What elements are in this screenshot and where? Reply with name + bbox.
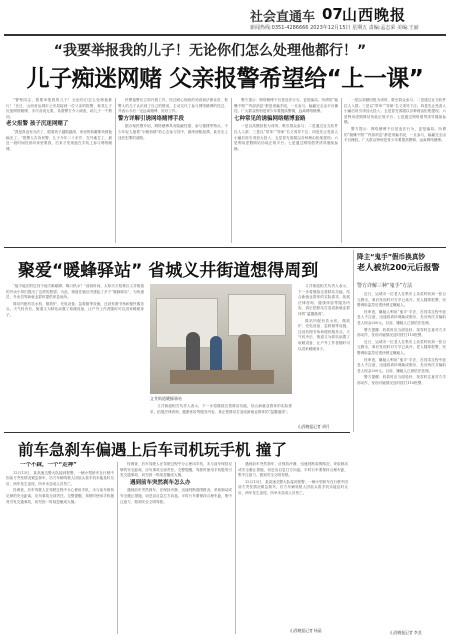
section-rule: [4, 247, 446, 248]
column-divider: [231, 98, 232, 243]
story1-headline: 儿子痴迷网赌 父亲报警希望给“上一课”: [26, 66, 424, 92]
story1-subhead-3: 七种常见的诱骗网络赌博套路: [234, 115, 306, 122]
story4-subhead-2: 遇到前车突然刹车怎么办: [130, 479, 191, 486]
photo-person: [210, 336, 222, 372]
story2-byline: 山西晚报记者 胡月: [298, 424, 330, 429]
paragraph: 民警接警后立即开展工作，经过耐心细致的劝说和法律宣讲，报警人的儿子认识到了自己的错误，主动交代了参与网络赌博的经过，并表示今后一定远离赌博、好好工作。: [118, 98, 228, 114]
paragraph: 驿站内配有饮水机、微波炉、充电设备、急救箱等设施，还设有图书角和便民服务点。天气转冷后，街道又为驿站添置了取暖设备，让户外工作者随时可以进来暖暖身子。: [298, 318, 350, 351]
masthead-rule: [4, 34, 446, 36]
paragraph: 经审查，嫌疑人利用“鬼手”手法，在找零过程中趁老人不注意，迅速将真钞调换成假币，先后两次共骗取老人现金200元。目前，嫌疑人已被依法处理。: [357, 357, 446, 373]
page-number: 07: [322, 5, 343, 23]
paragraph: 12月13日，某高速交警大队接到报警，一辆小型轿车在行驶中因前方突发情况紧急刹车，后方车辆驾驶人因低头看手机未能及时反应，两车发生追尾，所幸未造成人员伤亡。: [238, 479, 348, 495]
paragraph: 警方提示：网络赌博不仅是违法行为，更是骗局。所谓的“稳赚不赔”“内部消息”都是诱骗手段，一旦参与，输赢完全由平台操控。广大群众特别是青少年要提高警惕，远离网络赌博。: [234, 98, 338, 114]
section-rule: [4, 432, 350, 433]
story4-subhead-1: 一个不踩，一个“走神”: [20, 462, 77, 468]
story2-headline: 聚爱“暖蜂驿站” 省城义井街道想得周到: [18, 261, 319, 281]
story1-column-1: [6, 98, 112, 243]
paragraph: “警察同志，我要举报我的儿子！无论你们怎么处理他都行！”近日，山西省运城市公安局接到一位父亲的报警，称其儿子沉迷网络赌博，多次劝说无果，希望警方介入调查，给儿子一个教训。: [6, 98, 112, 119]
section-title: 社会直通车: [250, 10, 316, 25]
story4-column-1: [6, 462, 114, 634]
paragraph: 驿站内配有饮水机、微波炉、充电设备、急救箱等设施，还设有图书角和便民服务点。天气转冷后，街道又为驿站添置了取暖设备，让户外工作者随时可以进来暖暖身子。: [6, 301, 144, 317]
column-divider: [117, 462, 118, 634]
story3-byline: 山西晚报记者 李龙: [390, 630, 422, 635]
paragraph: 义井街道相关负责人表示，下一步将继续完善驿站功能，结合新就业群体的实际需求，拓展法律咨询、健康体检等服务内容，真正把驿站打造成新就业群体的“温馨港湾”。: [150, 404, 292, 414]
paragraph: “我是真没有办法了，眼看孩子越陷越深，家里的积蓄都快被他输光了。”报警人告诉民警，儿子今年二十多岁，在外地打工，最近一段时间经常向家里要钱，后来才发现他在手机上参与网络赌博。: [6, 129, 112, 151]
story1-subtitle: “我要举报我的儿子！无论你们怎么处理他都行！”: [53, 43, 367, 59]
photo-shelf: [228, 294, 286, 336]
story4-column-3: [238, 462, 348, 626]
story2-column-2: [150, 404, 292, 430]
photo-person: [186, 332, 200, 372]
masthead-meta: 新闻热线:0351-4286666 2023年12月15日 星期五 责编:孟志荣 美编:王丽: [250, 25, 419, 31]
story3-column: [357, 292, 446, 632]
paragraph: 警方提示：网络赌博不仅是违法行为，更是骗局。所谓的“稳赚不赔”“内部消息”都是诱骗手段，一旦参与，输赢完全由平台操控。广大群众特别是青少年要提高警惕，远离网络赌博。: [344, 126, 446, 143]
paragraph: 警方提醒：收款时应当面验钞，找零时注意对方手部动作，发现可疑情况及时拨打110报警。: [357, 327, 446, 338]
paragraph: 近日，运城市一位老人在集市上卖菜时收到一张百元假币，事后发现时对方早已离开。老人随即报警，民警调取监控后很快锁定嫌疑人。: [357, 292, 446, 308]
paragraph: 遇到前车突然刹车，应保持冷静，迅速判断周围路况，采取制动或安全避让措施，切忌盲目急打方向盘。平时行车要保持合理车距，集中注意力，做到安全文明驾驶。: [120, 488, 232, 504]
story1-subhead-2: 警方详解引诱网络赌博手段: [118, 115, 185, 122]
story2-photo: [150, 284, 292, 394]
story1-column-2: [118, 98, 228, 243]
story4-byline: 山西晚报记者 杨晶: [290, 628, 322, 633]
photo-person: [238, 334, 251, 372]
newspaper-logo: 山西晚报: [342, 6, 407, 24]
paragraph: 义井街道相关负责人表示，下一步将继续完善驿站功能，结合新就业群体的实际需求，拓展法律咨询、健康体检等服务内容，真正把驿站打造成新就业群体的“温馨港湾”。: [298, 284, 350, 316]
story4-headline: 前车急刹车偏遇上后车司机玩手机 撞了: [18, 441, 287, 459]
paragraph: 近日，运城市一位老人在集市上卖菜时收到一张百元假币，事后发现时对方早已离开。老人随即报警，民警调取监控后很快锁定嫌疑人。: [357, 339, 446, 355]
column-divider: [115, 98, 116, 243]
masthead: [250, 4, 446, 34]
story3-headline: 老人被坑200元后报警: [357, 262, 440, 272]
story1-subhead-1: 老父报警 孩子沉迷网赌了: [6, 121, 69, 128]
story3-kicker: 降主“鬼手”假币换真钞: [357, 253, 426, 261]
story3-subtitle: 警方详解三种“鬼手”方法: [357, 283, 413, 289]
paragraph: 12月13日，某高速交警大队接到报警，一辆小型轿车在行驶中因前方突发情况紧急刹车，后方车辆驾驶人因低头看手机未能及时反应，两车发生追尾，所幸未造成人员伤亡。: [6, 470, 114, 486]
paragraph: 经调查，后车驾驶人在驾驶过程中分心使用手机，未与前车保持足够的安全距离，应负事故全部责任。交警提醒，驾驶时使用手机极易引发交通事故，切勿因一时疏忽酿成大祸。: [6, 488, 114, 504]
paragraph: 据办案民警介绍，网络赌博具有隐蔽性强、参与便捷等特点，不少年轻人抱着“小赌怡情”的心态参与其中，最终深陷泥潭，甚至走上违法犯罪的道路。: [118, 124, 228, 140]
story4-column-2: [120, 462, 232, 634]
paragraph: 警方提醒：收款时应当面验钞，找零时注意对方手部动作，发现可疑情况及时拨打110报警。: [357, 375, 446, 385]
column-divider: [235, 462, 236, 634]
story2-column-1: [6, 284, 144, 424]
paragraph: 遇到前车突然刹车，应保持冷静，迅速判断周围路况，采取制动或安全避让措施，切忌盲目急打方向盘。平时行车要保持合理车距，集中注意力，做到安全文明驾驶。: [238, 462, 348, 478]
column-divider: [353, 250, 354, 432]
paragraph: “能不能在附近找个地方歇歇脚、喝口热水？”前段时间，太原市万柏林区义井街道的外卖小哥们提出了这样的愿望。为此，街道在辖区内建起了多个“暖蜂驿站”，为快递员、外卖员等新就业群体提供休息场所。: [6, 284, 144, 300]
paragraph: 一是以高额回报为诱饵，吸引群众参与；二是通过社交软件拉人入群；三是以“带单”“导师”名义诱导下注；四是先让受害人小赢后再引诱加大投入；五是冒充客服以各种理由拒绝提现；六是利用虚假网站伪装正规平台；七是通过网络借贷诱导继续参赌。: [234, 124, 338, 151]
paragraph: 一是以高额回报为诱饵，吸引群众参与；二是通过社交软件拉人入群；三是以“带单”“导师”名义诱导下注；四是先让受害人小赢后再引诱加大投入；五是冒充客服以各种理由拒绝提现；六是利用虚假网站伪装正规平台；七是通过网络借贷诱导继续参赌。: [344, 98, 446, 125]
photo-table: [170, 370, 274, 384]
story1-column-4: [344, 98, 446, 243]
column-divider: [341, 98, 342, 243]
paragraph: 经审查，嫌疑人利用“鬼手”手法，在找零过程中趁老人不注意，迅速将真钞调换成假币，先后两次共骗取老人现金200元。目前，嫌疑人已被依法处理。: [357, 309, 446, 325]
story1-column-3: [234, 98, 338, 243]
story2-column-3: [298, 284, 350, 424]
paragraph: 经调查，后车驾驶人在驾驶过程中分心使用手机，未与前车保持足够的安全距离，应负事故全部责任。交警提醒，驾驶时使用手机极易引发交通事故，切勿因一时疏忽酿成大祸。: [120, 462, 232, 478]
story2-photo-caption: 义井街道暖蜂驿站: [150, 396, 182, 401]
